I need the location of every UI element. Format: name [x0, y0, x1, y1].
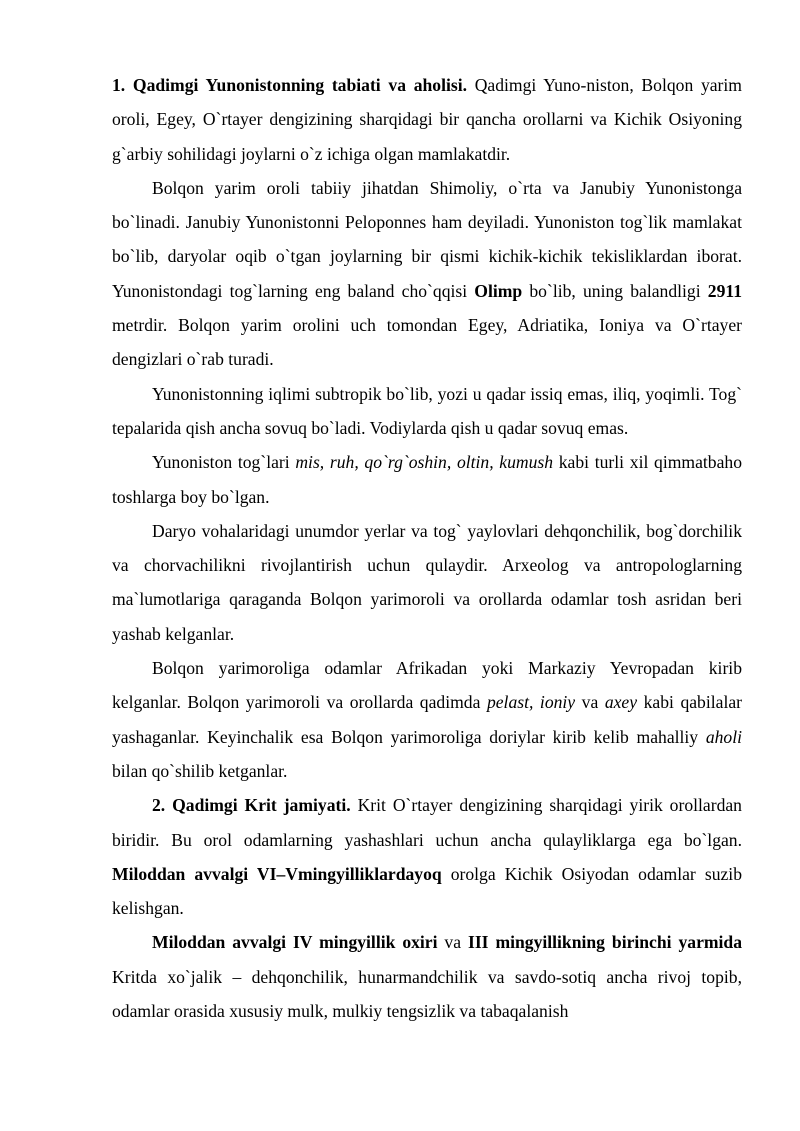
paragraph-4: [112, 445, 742, 514]
text-run: metrdir. Bolqon yarim orolini uch tomondan Egey, Adriatika, Ioniya va O`rtayer dengizlari o`rab turadi.: [112, 315, 742, 370]
italic-minerals-list: mis, ruh, qo`rg`oshin, oltin, kumush: [295, 452, 554, 473]
italic-tribe-axey: axey: [604, 692, 638, 713]
text-run: bo`lib, uning balandligi: [522, 280, 708, 301]
paragraph-2: [112, 171, 742, 377]
bold-number-height: 2911: [707, 280, 742, 301]
text-run: Krit O`rtayer dengizining sharqidagi yirik orollardan biridir. Bu orol odamlarning yashashlari uchun ancha qulayliklarga ega bo`lgan.: [112, 795, 742, 850]
section-heading-crete: 2. Qadimgi Krit jamiyati.: [152, 795, 351, 816]
text-run: kabi qabilalar yashaganlar. Keyinchalik esa Bolqon yarimoroliga doriylar kirib kelib mahalliy: [112, 692, 742, 747]
bold-date-millennia: Miloddan avvalgi VI–Vmingyilliklardayoq: [112, 863, 442, 884]
text-run: orolga Kichik Osiyodan odamlar suzib kelishgan.: [112, 863, 742, 919]
text-run: va: [575, 692, 605, 713]
italic-tribes: pelast, ioniy: [486, 692, 576, 713]
paragraph-3: [112, 377, 742, 446]
paragraph-8: [112, 925, 742, 1028]
paragraph-6: [112, 651, 742, 788]
text-run: bilan qo`shilib ketganlar.: [112, 760, 288, 781]
bold-term-olimp: Olimp: [474, 280, 523, 301]
text-run: Kritda xo`jalik – dehqonchilik, hunarmandchilik va savdo-sotiq ancha rivoj topib, odamlar orasida xususiy mulk, mulkiy tengsizlik va tabaqalanish: [112, 966, 742, 1022]
text-run: kabi turli xil qimmatbaho toshlarga boy bo`lgan.: [112, 452, 742, 507]
text-run: va: [437, 932, 468, 953]
text-run: Bolqon yarim oroli tabiiy jihatdan Shimoliy, o`rta va Janubiy Yunonistonga bo`linadi. Janubiy Yunonistonni Peloponnes ham deyiladi. Yunoniston tog`lik mamlakat bo`lib, daryolar oqib o`tgan joylarning bir qismi kichik-kichik tekisliklardan iborat. Yunonistondagi tog`larning eng baland cho`qqisi: [112, 177, 742, 301]
text-run: Yunonistonning iqlimi subtropik bo`lib, yozi u qadar issiq emas, iliq, yoqimli. Tog` tepalarida qish ancha sovuq bo`ladi. Vodiylarda qish u qadar sovuq emas.: [112, 383, 742, 438]
bold-date-iv-millennium: Miloddan avvalgi IV mingyillik oxiri: [152, 932, 438, 953]
text-run: Daryo vohalaridagi unumdor yerlar va tog` yaylovlari dehqonchilik, bog`dorchilik va chorvachilikni rivojlantirish uchun qulaydir. Arxeolog va antropologlarning ma`lumotlariga qaraganda Bolqon yarimoroli va orollarda odamlar tosh asridan beri yashab kelganlar.: [112, 520, 742, 644]
paragraph-1: [112, 68, 742, 171]
text-run: Qadimgi Yuno-niston, Bolqon yarim oroli, Egey, O`rtayer dengizining sharqidagi bir qancha orollarni va Kichik Osiyoning g`arbiy sohilidagi joylarni o`z ichiga olgan mamlakatdir.: [112, 75, 742, 164]
paragraph-7: [112, 788, 742, 925]
bold-date-iii-millennium: III mingyillikning birinchi yarmida: [467, 932, 743, 953]
italic-aholi: aholi: [705, 726, 742, 747]
text-run: Yunoniston tog`lari: [152, 452, 296, 473]
section-heading-greece: 1. Qadimgi Yunonistonning tabiati va aholisi.: [112, 75, 467, 95]
document-page: [112, 68, 742, 1028]
paragraph-5: [112, 514, 742, 651]
text-run: Bolqon yarimoroliga odamlar Afrikadan yoki Markaziy Yevropadan kirib kelganlar. Bolqon yarimoroli va orollarda qadimda: [112, 658, 742, 713]
